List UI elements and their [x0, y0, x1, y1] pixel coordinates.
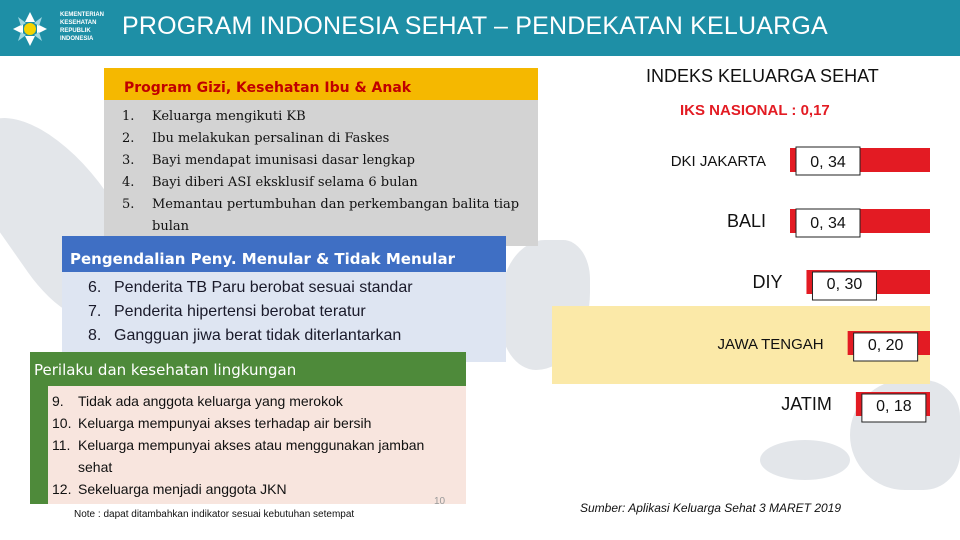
list-item: 5. Memantau pertumbuhan dan perkembangan balita tiap bulan — [122, 197, 520, 234]
category-label: BALI — [726, 211, 766, 231]
category-label: JATIM — [781, 394, 832, 414]
list-item: 8. Gangguan jiwa berat tidak diterlantarkan — [88, 327, 402, 344]
list-item: 7. Penderita hipertensi berobat teratur — [88, 303, 366, 320]
category-label: JAWA TENGAH — [717, 336, 824, 353]
page-title: PROGRAM INDONESIA SEHAT – PENDEKATAN KELUARGA — [122, 12, 828, 40]
category-label: DIY — [752, 272, 783, 292]
list-item: 10. Keluarga mempunyai akses terhadap air bersih — [52, 415, 372, 431]
list-item: 2. Ibu melakukan persalinan di Faskes — [122, 131, 390, 146]
box-lingkungan-title: Perilaku dan kesehatan lingkungan — [34, 361, 297, 379]
list-item: 11. Keluarga mempunyai akses atau menggunakan jamban sehat — [52, 437, 425, 475]
value-label: 0, 34 — [810, 215, 846, 232]
iks-title: INDEKS KELUARGA SEHAT — [646, 66, 879, 86]
value-label: 0, 30 — [826, 276, 863, 293]
list-item: 12. Sekeluarga menjadi anggota JKN — [52, 481, 287, 497]
page-number: 10 — [434, 496, 446, 507]
list-item: 4. Bayi diberi ASI eksklusif selama 6 bulan — [122, 175, 418, 190]
list-item: 1. Keluarga mengikuti KB — [122, 109, 306, 124]
box-penyakit-title: Pengendalian Peny. Menular & Tidak Menular — [70, 250, 455, 268]
logo-text-line-2: KESEHATAN — [60, 20, 97, 26]
value-label: 0, 34 — [810, 154, 846, 171]
list-item: 6. Penderita TB Paru berobat sesuai standar — [88, 279, 413, 296]
list-item: 9. Tidak ada anggota keluarga yang merokok — [52, 393, 343, 409]
logo-text-line-4: INDONESIA — [60, 36, 94, 42]
footnote: Note : dapat ditambahkan indikator sesuai kebutuhan setempat — [74, 509, 355, 520]
logo-text-line-1: KEMENTERIAN — [60, 12, 105, 18]
iks-national-value: IKS NASIONAL : 0,17 — [680, 102, 830, 119]
logo-text-line-3: REPUBLIK — [60, 28, 91, 34]
source-note: Sumber: Aplikasi Keluarga Sehat 3 MARET 2019 — [580, 501, 842, 515]
box-gizi-title: Program Gizi, Kesehatan Ibu & Anak — [124, 80, 412, 96]
category-label: DKI JAKARTA — [670, 153, 766, 170]
value-label: 0, 18 — [876, 398, 912, 415]
value-label: 0, 20 — [867, 337, 904, 354]
list-item: 3. Bayi mendapat imunisasi dasar lengkap — [122, 153, 415, 168]
